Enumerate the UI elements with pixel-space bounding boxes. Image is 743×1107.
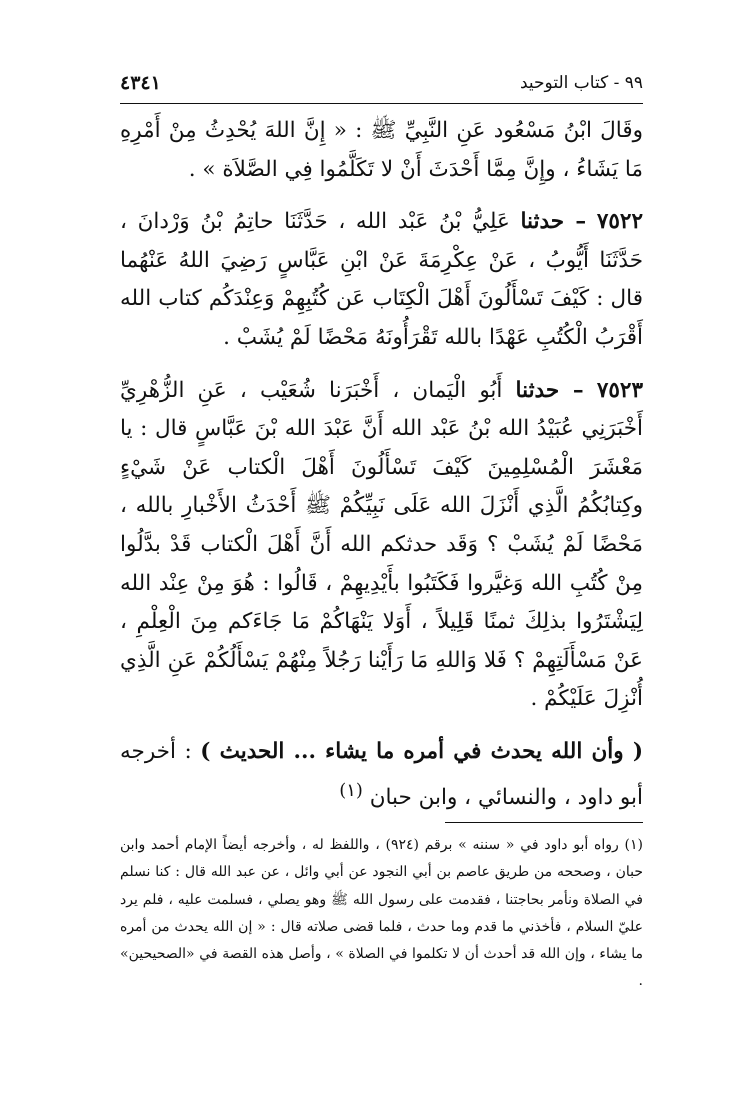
hadith-text: عَلِيُّ بْنُ عَبْد الله ، حَدَّثَنَا حاتِمُ بْنُ وَرْدانَ ، حَدَّثَنَا أَيُّوبُ ، عَنْ عِكْرِمَةَ عَنْ ابْنِ عَبَّاسٍ رَضِيَ اللهُ عَنْهُما قال : كَيْفَ تَسْأَلُونَ أَهْلَ الْكِتَاب عَن كُتُبِهِمْ وَعِنْدَكُم كتاب الله أَقْرَبُ الْكُتُبِ عَهْدًا بالله تَقْرَأُونَهُ مَحْضًا لَمْ يُشَبْ . [120, 209, 643, 350]
footnote-1: (١) رواه أبو داود في « سننه » برقم (٩٢٤) ، واللفظ له ، وأخرجه أيضاً الإمام أحمد وابن حبان ، وصححه من طريق عاصم بن أبي النجود عن أبي وائل ، عن عبد الله قال : كنا نسلم في الصلاة ونأمر بحاجتنا ، فقدمت على رسول الله ﷺ وهو يصلي ، فسلمت عليه ، فلم يرد عليّ السلام ، فأخذني ما قدم وما حدث ، فلما قضى صلاته قال : « إن الله يحدث من أمره ما يشاء ، وإن الله قد أحدث أن لا تكلموا في الصلاة » ، وأصل هذه القصة في «الصحيحين» . [120, 837, 644, 990]
footnotes [120, 832, 643, 996]
takhrij-quote: ( وأن الله يحدث في أمره ما يشاء ... الحديث ) [200, 738, 643, 764]
hadith-7522 [120, 203, 643, 357]
main-text [120, 112, 643, 817]
hadith-number: ٧٥٢٣ [596, 377, 644, 403]
footnote-marker: (١) [339, 779, 363, 801]
paragraph-ibn-masud: وقَالَ ابْنُ مَسْعُود عَنِ النَّبِيِّ ﷺ : « إِنَّ اللهَ يُحْدِثُ مِنْ أَمْرِهِ مَا يَشَاءُ ، وإِنَّ مِمَّا أَحْدَثَ أَنْ لا تَكَلَّمُوا فِي الصَّلاَة » . [120, 118, 643, 182]
hadith-text: أَبُو الْيَمان ، أَخْبَرَنا شُعَيْب ، عَنِ الزُّهْرِيِّ أَخْبَرَنِي عُبَيْدُ الله بْنُ عَبْد الله أَنَّ عَبْدَ الله بْنَ عَبَّاسٍ قال : يا مَعْشَرَ الْمُسْلِمِينَ كَيْفَ تَسْأَلُونَ أَهْلَ الْكتاب عَنْ شَيْءٍ وكِتابُكُمُ الَّذِي أَنْزَلَ الله عَلَى نَبِيِّكُمْ ﷺ أَحْدَثُ الأَخْبارِ بالله ، مَحْضًا لَمْ يُشَبْ ؟ وَقَد حدثكم الله أَنَّ أَهْلَ الْكتاب قَدْ بدَّلُوا مِنْ كُتُبِ الله وَغيَّروا فَكَتَبُوا بأَيْدِيهِمْ ، قَالُوا : هُوَ مِنْ عِنْد الله لِيَشْتَرُوا بذلِكَ ثمنًا قَلِيلاً ، أَوَلا يَنْهَاكُمْ مَا جَاءَكم مِنَ الْعِلْمِ ، عَنْ مَسْأَلَتِهِمْ ؟ فَلا وَاللهِ مَا رَأَيْنا رَجُلاً مِنْهُمْ يَسْأَلُكُمْ عَنِ الَّذِي أُنْزِلَ عَلَيْكُمْ . [120, 377, 643, 712]
takhrij-text: : أخرجه أبو داود ، والنسائي ، وابن حبان [120, 738, 643, 810]
footnote-rule [445, 822, 643, 823]
header-rule [120, 103, 643, 104]
takhrij-note [120, 733, 643, 817]
hadith-label: – حدثنا [520, 209, 587, 235]
page-header [120, 68, 643, 98]
page-number: ٤٣٤١ [120, 72, 161, 94]
hadith-label: – حدثنا [515, 377, 584, 403]
hadith-number: ٧٥٢٢ [596, 209, 644, 235]
hadith-7523 [120, 372, 643, 719]
running-title: ٩٩ - كتاب التوحيد [519, 73, 643, 93]
